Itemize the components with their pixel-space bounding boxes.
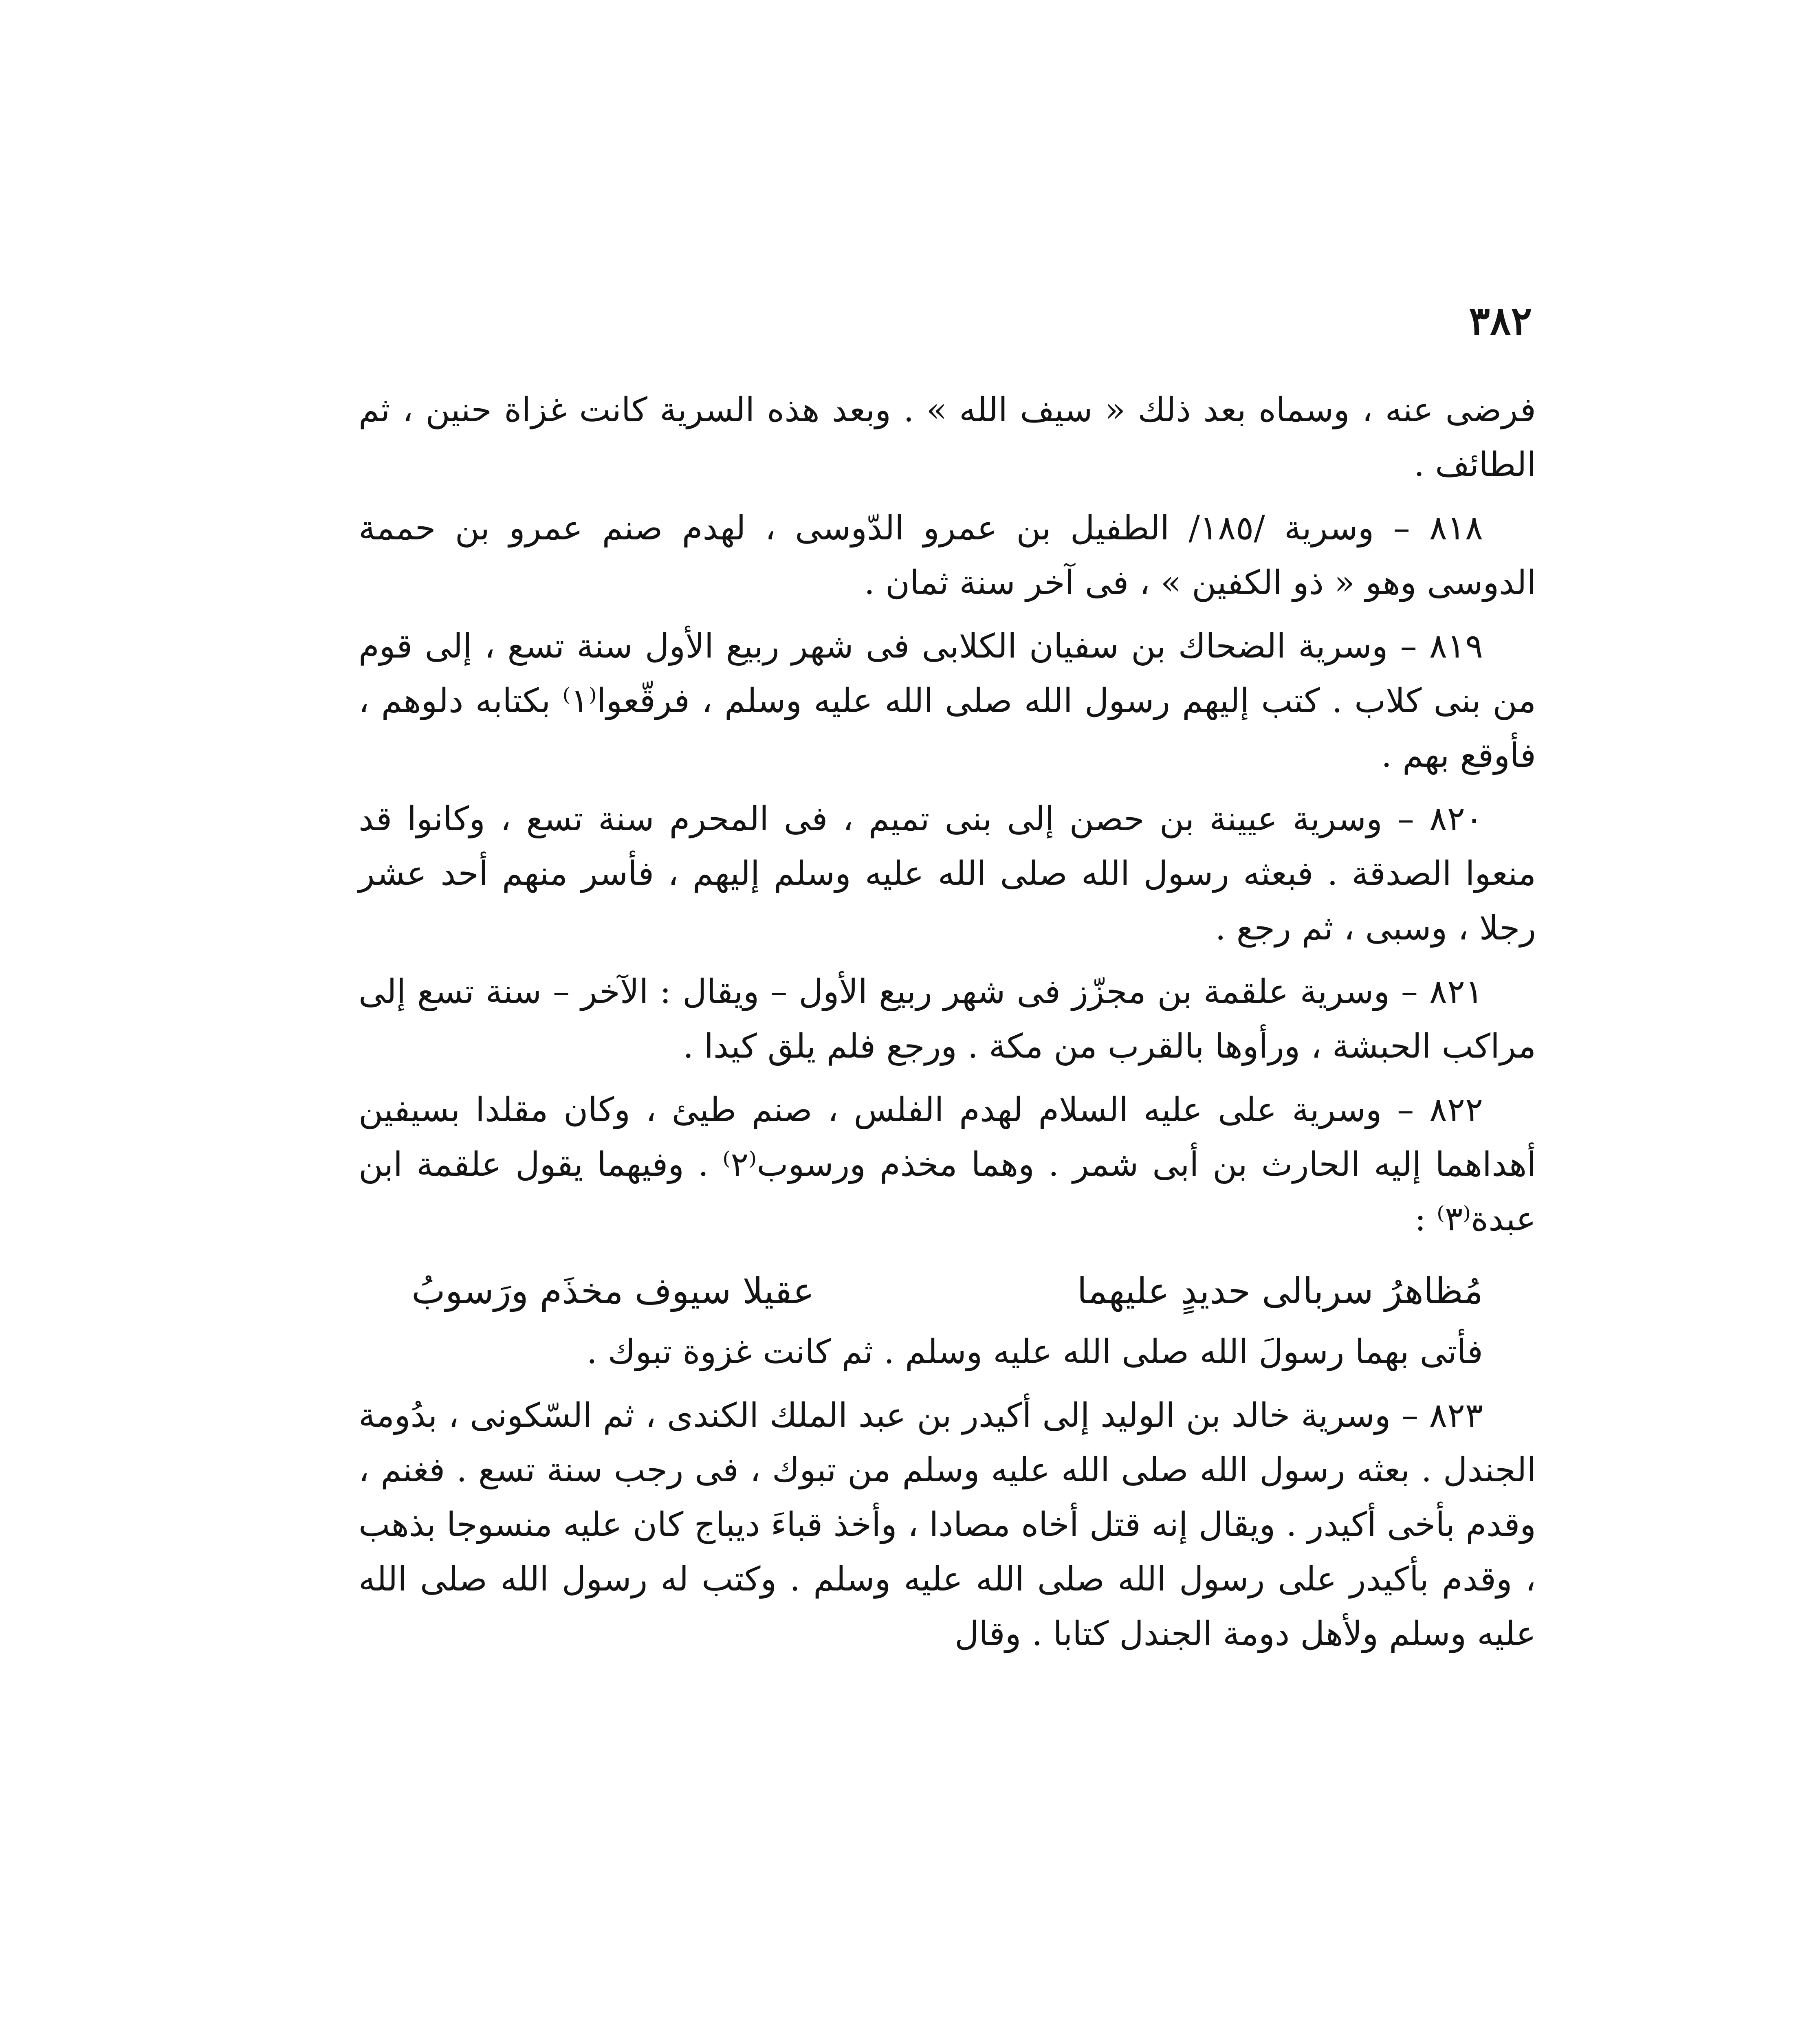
main-text (359, 383, 1536, 1670)
paragraph-822: ٨٢٢ – وسرية على عليه السلام لهدم الفلس ، صنم طيئ ، وكان مقلدا بسيفين أهداهما إليه الحارث بن أبى شمر . وهما مخذم ورسوب⁽٢⁾ . وفيهما يقول علقمة ابن عبدة⁽٣⁾ : (359, 1091, 1536, 1238)
paragraph-820: ٨٢٠ – وسرية عيينة بن حصن إلى بنى تميم ، فى المحرم سنة تسع ، وكانوا قد منعوا الصدقة . فبعثه رسول الله صلى الله عليه وسلم إليهم ، فأسر منهم أحد عشر رجلا ، وسبى ، ثم رجع . (359, 800, 1536, 948)
poetry-verse (359, 1256, 1536, 1325)
verse-second-hemistich: عقيلا سيوف مخذَم ورَسوبُ (412, 1270, 814, 1312)
paragraph-818: ٨١٨ – وسرية /١٨٥/ الطفيل بن عمرو الدّوسى ، لهدم صنم عمرو بن حممة الدوسى وهو « ذو الكفين » ، فى آخر سنة ثمان . (359, 509, 1536, 602)
paragraph-823: ٨٢٣ – وسرية خالد بن الوليد إلى أكيدر بن عبد الملك الكندى ، ثم السّكونى ، بدُومة الجندل . بعثه رسول الله صلى الله عليه وسلم من تبوك ، فى رجب سنة تسع . فغنم ، وقدم بأخى أكيدر . ويقال إنه قتل أخاه مصادا ، وأخذ قباءَ ديباج كان عليه منسوجا بذهب ، وقدم بأكيدر على رسول الله صلى الله عليه وسلم . وكتب له رسول الله صلى الله عليه وسلم ولأهل دومة الجندل كتابا . وقال (359, 1396, 1536, 1653)
verse-first-hemistich: مُظاهرُ سربالى حديدٍ عليهما (1077, 1270, 1483, 1312)
paragraph-819: ٨١٩ – وسرية الضحاك بن سفيان الكلابى فى شهر ربيع الأول سنة تسع ، إلى قوم من بنى كلاب . كتب إليهم رسول الله صلى الله عليه وسلم ، فرقّعوا⁽١⁾ بكتابه دلوهم ، فأوقع بهم . (359, 627, 1536, 775)
paragraph-after-verse: فأتى بهما رسولَ الله صلى الله عليه وسلم . ثم كانت غزوة تبوك . (586, 1333, 1483, 1371)
paragraph-continuation: فرضى عنه ، وسماه بعد ذلك « سيف الله » . وبعد هذه السرية كانت غزاة حنين ، ثم الطائف . (359, 391, 1536, 484)
page-number: ٣٨٢ (1469, 298, 1532, 344)
paragraph-821: ٨٢١ – وسرية علقمة بن مجزّز فى شهر ربيع الأول – ويقال : الآخر – سنة تسع إلى مراكب الحبشة ، ورأوها بالقرب من مكة . ورجع فلم يلق كيدا . (359, 972, 1536, 1066)
